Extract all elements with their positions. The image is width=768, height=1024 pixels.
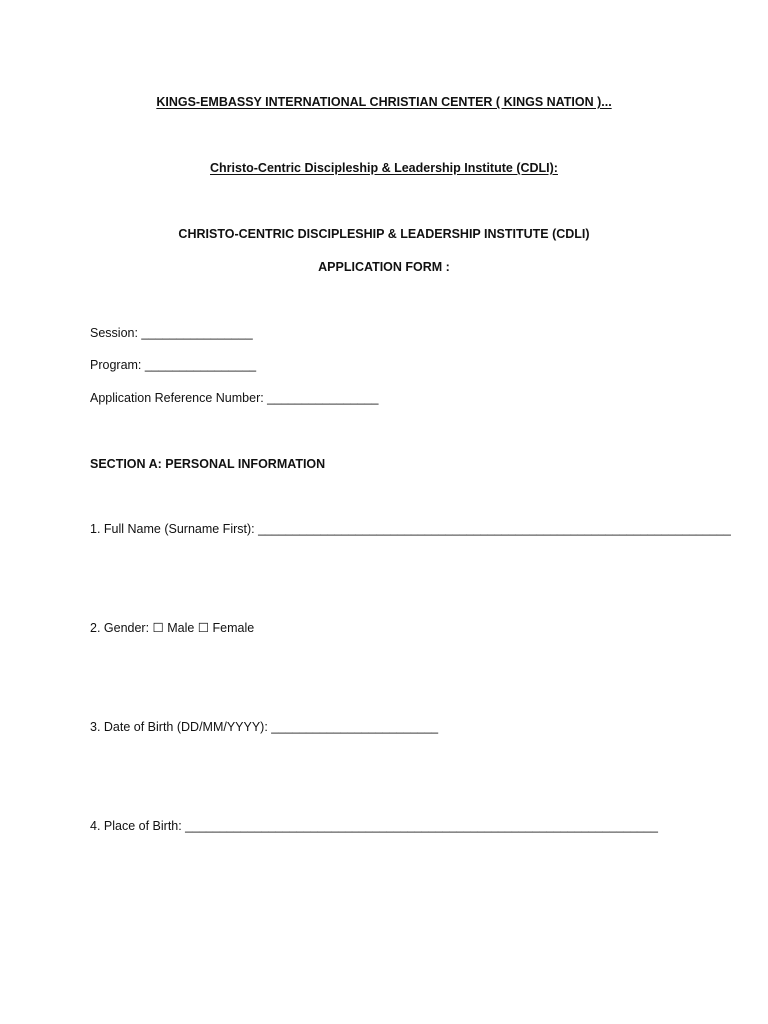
place-of-birth-field: 4. Place of Birth: ____________________________________________________________________: [90, 819, 658, 833]
institute-underlined-title: Christo-Centric Discipleship & Leadership Institute (CDLI):: [210, 161, 558, 175]
program-field: Program: ________________: [90, 358, 257, 372]
session-field: Session: ________________: [90, 326, 253, 340]
application-reference-field: Application Reference Number: ________________: [90, 391, 379, 405]
section-a-heading: SECTION A: PERSONAL INFORMATION: [90, 457, 326, 471]
male-checkbox-icon: ☐: [152, 621, 164, 635]
institute-caps-title: CHRISTO-CENTRIC DISCIPLESHIP & LEADERSHIP INSTITUTE (CDLI): [178, 227, 590, 241]
application-form-title: APPLICATION FORM :: [318, 260, 450, 274]
female-checkbox-icon: ☐: [197, 621, 210, 635]
male-label: Male: [167, 621, 195, 635]
date-of-birth-field: 3. Date of Birth (DD/MM/YYYY): ________________________: [90, 720, 439, 734]
organization-title: KINGS-EMBASSY INTERNATIONAL CHRISTIAN CENTER ( KINGS NATION )...: [156, 95, 612, 109]
full-name-field: 1. Full Name (Surname First): ____________________________________________________________________: [90, 522, 731, 536]
gender-field: [90, 622, 254, 635]
gender-label: 2. Gender:: [90, 621, 150, 635]
female-label: Female: [212, 621, 255, 635]
